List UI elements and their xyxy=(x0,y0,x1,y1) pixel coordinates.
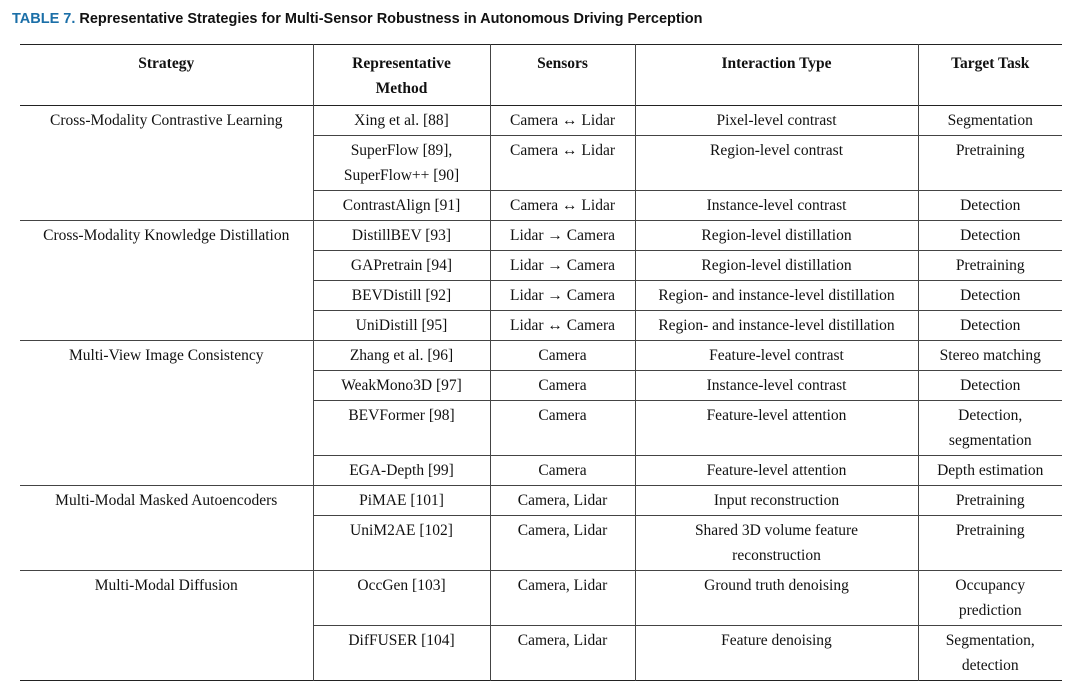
method-cell: DifFUSER [104] xyxy=(348,632,455,649)
sensors-cell: Camera xyxy=(490,401,635,456)
method-cell: UniM2AE [102] xyxy=(350,522,453,539)
interaction-cell: Shared 3D volume feature reconstruction xyxy=(635,516,918,571)
target-cell: Segmentation xyxy=(918,106,1062,136)
header-interaction: Interaction Type xyxy=(635,45,918,106)
target-cell: Stereo matching xyxy=(918,341,1062,371)
target-cell: Pretraining xyxy=(918,486,1062,516)
strategy-cell: Cross-Modality Knowledge Distillation xyxy=(20,221,313,341)
method-cell: GAPretrain [94] xyxy=(350,257,453,274)
interaction-cell: Region- and instance-level distillation xyxy=(635,281,918,311)
target-cell: Detection xyxy=(918,221,1062,251)
interaction-cell: Region-level distillation xyxy=(635,251,918,281)
interaction-cell: Feature-level attention xyxy=(635,456,918,486)
interaction-cell: Region-level distillation xyxy=(635,221,918,251)
table-row xyxy=(20,106,1062,136)
strategies-table xyxy=(20,44,1062,681)
interaction-cell: Ground truth denoising xyxy=(635,571,918,626)
method-cell: SuperFlow [89], SuperFlow++ [90] xyxy=(343,142,460,184)
sensors-cell: Camera, Lidar xyxy=(490,516,635,571)
target-cell: Depth estimation xyxy=(918,456,1062,486)
method-cell: OccGen [103] xyxy=(357,577,446,594)
target-cell: Detection, segmentation xyxy=(918,401,1062,456)
header-row xyxy=(20,45,1062,106)
target-cell: Detection xyxy=(918,371,1062,401)
table-caption xyxy=(12,11,702,27)
target-cell: Detection xyxy=(918,311,1062,341)
target-cell: Pretraining xyxy=(918,251,1062,281)
interaction-cell: Instance-level contrast xyxy=(635,191,918,221)
strategy-cell: Multi-View Image Consistency xyxy=(20,341,313,486)
sensors-cell: Lidar ↔ Camera xyxy=(490,311,635,341)
target-cell: Pretraining xyxy=(918,516,1062,571)
strategy-cell: Multi-Modal Diffusion xyxy=(20,571,313,681)
header-method-line2: Method xyxy=(375,80,428,97)
sensors-cell: Camera ↔ Lidar xyxy=(490,191,635,221)
table-row xyxy=(20,571,1062,626)
table-row xyxy=(20,221,1062,251)
interaction-cell: Feature-level attention xyxy=(635,401,918,456)
target-cell: Detection xyxy=(918,191,1062,221)
interaction-cell: Region- and instance-level distillation xyxy=(635,311,918,341)
target-cell: Detection xyxy=(918,281,1062,311)
sensors-cell: Camera ↔ Lidar xyxy=(490,136,635,191)
method-cell: Zhang et al. [96] xyxy=(349,347,454,364)
header-method-line1: Representative xyxy=(352,55,451,72)
table-row xyxy=(20,341,1062,371)
interaction-cell: Region-level contrast xyxy=(635,136,918,191)
sensors-cell: Camera, Lidar xyxy=(490,626,635,681)
sensors-cell: Lidar → Camera xyxy=(490,251,635,281)
header-target: Target Task xyxy=(918,45,1062,106)
interaction-cell: Input reconstruction xyxy=(635,486,918,516)
target-cell: Occupancy prediction xyxy=(918,571,1062,626)
sensors-cell: Lidar → Camera xyxy=(490,221,635,251)
method-cell: DistillBEV [93] xyxy=(351,227,452,244)
method-cell: EGA-Depth [99] xyxy=(349,462,454,479)
method-cell: BEVDistill [92] xyxy=(351,287,452,304)
sensors-cell: Camera xyxy=(490,456,635,486)
table-title: Representative Strategies for Multi-Sensor Robustness in Autonomous Driving Perception xyxy=(79,11,703,27)
target-cell: Segmentation, detection xyxy=(918,626,1062,681)
sensors-cell: Lidar → Camera xyxy=(490,281,635,311)
method-cell: Xing et al. [88] xyxy=(354,112,449,129)
method-cell: ContrastAlign [91] xyxy=(342,197,461,214)
interaction-cell: Feature-level contrast xyxy=(635,341,918,371)
target-cell: Pretraining xyxy=(918,136,1062,191)
header-method xyxy=(313,45,490,106)
sensors-cell: Camera xyxy=(490,341,635,371)
method-cell: WeakMono3D [97] xyxy=(341,377,462,394)
sensors-cell: Camera xyxy=(490,371,635,401)
sensors-cell: Camera ↔ Lidar xyxy=(490,106,635,136)
method-cell: BEVFormer [98] xyxy=(348,407,455,424)
sensors-cell: Camera, Lidar xyxy=(490,571,635,626)
interaction-cell: Instance-level contrast xyxy=(635,371,918,401)
table-row xyxy=(20,486,1062,516)
header-sensors: Sensors xyxy=(490,45,635,106)
interaction-cell: Feature denoising xyxy=(635,626,918,681)
interaction-cell: Pixel-level contrast xyxy=(635,106,918,136)
table-number: TABLE 7. xyxy=(12,11,76,27)
header-strategy: Strategy xyxy=(138,55,195,72)
method-cell: PiMAE [101] xyxy=(359,492,444,509)
strategy-cell: Cross-Modality Contrastive Learning xyxy=(20,106,313,221)
sensors-cell: Camera, Lidar xyxy=(490,486,635,516)
strategy-cell: Multi-Modal Masked Autoencoders xyxy=(20,486,313,571)
method-cell: UniDistill [95] xyxy=(355,317,448,334)
